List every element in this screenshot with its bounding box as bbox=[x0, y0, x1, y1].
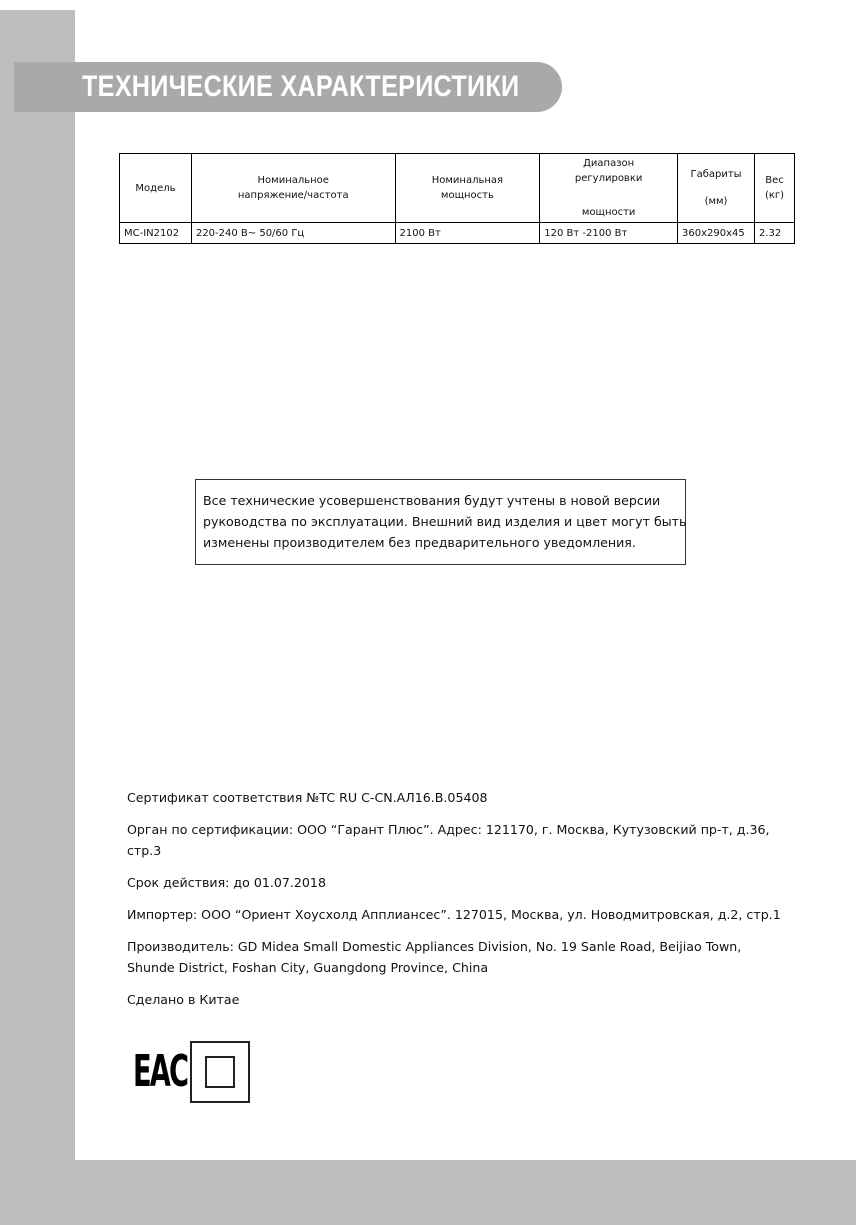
page-title: ТЕХНИЧЕСКИЕ ХАРАКТЕРИСТИКИ bbox=[82, 70, 520, 103]
cell-model: MC-IN2102 bbox=[120, 223, 192, 244]
country-of-origin bbox=[127, 989, 807, 1010]
double-square-icon bbox=[190, 1041, 250, 1103]
validity-period bbox=[127, 872, 807, 893]
double-square-inner bbox=[205, 1056, 235, 1088]
certification-body-line-1: Орган по сертификации: ООО “Гарант Плюс”. Адрес: 121170, г. Москва, Кутузовский пр-т, д.36, bbox=[127, 822, 770, 837]
header-voltage bbox=[191, 154, 395, 223]
header-voltage-line1: Номинальное bbox=[257, 175, 329, 186]
header-range-line3: мощности bbox=[581, 207, 636, 218]
notice-line-3: изменены производителем без предварительного уведомления. bbox=[203, 535, 636, 550]
importer bbox=[127, 904, 807, 925]
bottom-margin-bar bbox=[75, 1160, 856, 1225]
cell-weight: 2.32 bbox=[755, 223, 795, 244]
header-dims-line2: (мм) bbox=[704, 195, 728, 207]
origin-text: Сделано в Китае bbox=[127, 992, 240, 1007]
header-weight bbox=[755, 154, 795, 223]
header-dims-line1: Габариты bbox=[690, 169, 742, 181]
header-power bbox=[395, 154, 540, 223]
manufacturer-line-1: Производитель: GD Midea Small Domestic Appliances Division, No. 19 Sanle Road, Beijiao Town, bbox=[127, 939, 742, 954]
manufacturer-line-2: Shunde District, Foshan City, Guangdong Province, China bbox=[127, 960, 489, 975]
cell-range: 120 Вт -2100 Вт bbox=[540, 223, 678, 244]
notice-line-2: руководства по эксплуатации. Внешний вид изделия и цвет могут быть bbox=[203, 514, 687, 529]
cell-power: 2100 Вт bbox=[395, 223, 540, 244]
certificate-number bbox=[127, 787, 807, 808]
certification-body-line-2: стр.3 bbox=[127, 843, 162, 858]
header-power-line2: мощность bbox=[440, 190, 494, 201]
header-voltage-line2: напряжение/частота bbox=[237, 190, 349, 201]
certification-info bbox=[127, 787, 807, 1021]
header-range-line2: регулировки bbox=[574, 173, 643, 184]
header-power-line1: Номинальная bbox=[431, 175, 504, 186]
header-weight-line1: Вес bbox=[765, 175, 784, 186]
header-range bbox=[540, 154, 678, 223]
cell-dims: 360x290x45 bbox=[678, 223, 755, 244]
cell-voltage: 220-240 В~ 50/60 Гц bbox=[191, 223, 395, 244]
validity-text: Срок действия: до 01.07.2018 bbox=[127, 875, 326, 890]
manufacturer bbox=[127, 936, 807, 978]
header-weight-line2: (кг) bbox=[764, 190, 785, 201]
header-model-label: Модель bbox=[135, 182, 176, 194]
eac-logo-icon: EAC bbox=[133, 1046, 188, 1097]
header-range-line1: Диапазон bbox=[583, 158, 635, 169]
left-margin-bar bbox=[0, 10, 75, 1225]
spec-table-header-row bbox=[120, 154, 795, 223]
notice-box bbox=[195, 479, 686, 565]
header-dims bbox=[678, 154, 755, 223]
header-model bbox=[120, 154, 192, 223]
spec-table bbox=[119, 153, 795, 244]
notice-line-1: Все технические усовершенствования будут учтены в новой версии bbox=[203, 493, 661, 508]
certification-body bbox=[127, 819, 807, 861]
importer-text: Импортер: ООО “Ориент Хоусхолд Апплиансес”. 127015, Москва, ул. Новодмитровская, д.2, стр.1 bbox=[127, 907, 781, 922]
certificate-text: Сертификат соответствия №TC RU C-CN.АЛ16.В.05408 bbox=[127, 790, 488, 805]
table-row bbox=[120, 223, 795, 244]
